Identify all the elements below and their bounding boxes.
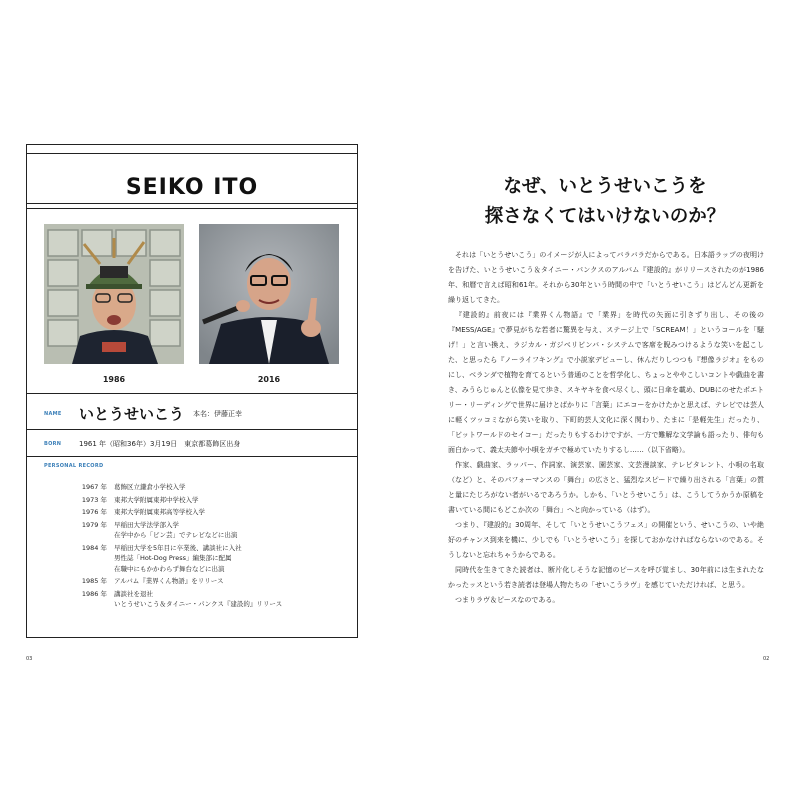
page-number-left: 03 [26,656,33,662]
portrait-2016-image [199,224,339,364]
essay-paragraph: 同時代を生きてきた読者は、断片化しそうな記憶のピースを呼び覚まし、30年前には生まれたなかったッスという若き読者は登場人物たちの「せいこうラヴ」を感じていただければ、と思う。 [448,566,764,589]
record-year: 1976 年 [81,508,107,516]
record-text: 東邦大学附属東邦高等学校入学 [114,508,205,516]
record-text: 東邦大学附属東邦中学校入学 [114,495,199,504]
divider [27,393,357,394]
essay-title-line: なぜ、いとうせいこうを [503,176,707,197]
record-text: 早稲田大学法学部入学 [114,520,179,529]
photo-1986 [44,224,184,364]
record-year: 1973 年 [81,495,107,504]
name-label: NAME [44,411,62,417]
record-item [67,520,347,541]
divider [27,203,357,204]
record-item [67,589,347,610]
record-text: 在学中から「ピン芸」でテレビなどに出演 [114,531,238,539]
photo-year-2016: 2016 [257,375,281,384]
record-text: アルバム『業界くん物語』をリリース [114,577,224,585]
divider [27,456,357,457]
record-text: 早稲田大学を5年目に卒業後、講談社に入社 [114,543,242,552]
profile-title: SEIKO ITO [125,175,259,200]
record-year: 1967 年 [81,483,107,491]
record-text: 在職中にもかかわらず舞台などに出演 [114,564,225,573]
essay-paragraph: 作家、戯曲家、ラッパー、作詞家、演芸家、園芸家、文芸漫談家、テレビタレント、小唄の名取（など）と、そのパフォーマンスの「舞台」の広さと、猛烈なスピードで繰り出される「言葉」の質と量にたじろがない者がいるであろうか。しかも、「いとうせいこう」は、こうしてうかうか原稿を書いている間にもどこか次の「舞台」へと向かっている（はず）。 [448,461,764,514]
essay-title-line: 探さなくてはいけないのか？ [484,206,726,227]
record-year: 1979 年 [81,520,107,529]
essay-paragraph: それは「いとうせいこう」のイメージが人によってバラバラだからである。日本語ラップの夜明けを告げた、いとうせいこう＆タイニー・パンクスのアルバム『建設的』がリリースされたのが1986年、和暦で言えば昭和61年。それから30年という時間の中で「いとうせいこう」はどんどん更新を繰り返してきた。 [448,251,764,304]
born-text: 1961 年（昭和36年）3月19日 東京都葛飾区出身 [79,440,241,448]
record-text: 男性誌「Hot-Dog Press」編集部に配属 [114,554,232,562]
essay-paragraph: つまり、『建設的』30周年、そして「いとうせいこうフェス」の開催という、せいこうの、いや絶好のチャンス到来を機に、少しでも「いとうせいこう」を探しておかなければならないのである。そうしないと忘れちゃうからである。 [448,521,764,559]
record-item [67,576,347,587]
essay-paragraph: 『建設的』前夜には『業界くん物語』で「業界」を時代の矢面に引きずり出し、その後の『MESS/AGE』で夢見がちな若者に驚異を与え、ステージ上で「SCREAM！」というコールを「騒げ！」と言い換え、ラジカル・ガジベリビンバ・システムで客席を睨みつけるような笑いを起こした、と思ったら『ノーライフキング』で小説家デビューし、休んだりしつつも『想像ラジオ』をものにし、ベランダで植物を育てるという普通のことを哲学化し、ちょっとややこしいコントや戯曲を書き、みうらじゅんと仏像を見て歩き、スキヤキを食べ尽くし、頭に日傘を載め、DUBにのせたポエトリー・リーディングで世界に届けとばかりに「言葉」にエコーをかけたかと思えば、テレビでは芸人に軽くツッコミながら笑いを取り、下町的芸人文化に深く関わり、たまに「是軽先生」だったり、「ビットワールドのセイコー」だったりもするわけですが、一方で難解な文学論も語ったり、俳句も面白かって、義太夫節や小唄をガチで極めていたりするし……（以下省略）。 [448,311,764,454]
real-name: 本名：伊藤正幸 [193,410,242,418]
divider [27,153,357,154]
record-year: 1985 年 [81,577,107,585]
divider [27,208,357,209]
portrait-1986-image [44,224,184,364]
record-text: いとうせいこう＆タイニー・パンクス『建設的』リリース [114,600,283,608]
record-item [67,507,347,518]
photo-year-1986: 1986 [102,375,126,384]
essay-paragraph: つまりラヴ＆ピースなのである。 [455,596,560,604]
personal-record-label: PERSONAL RECORD [44,463,104,469]
personal-record-list [67,482,347,612]
record-item [67,543,347,575]
record-year: 1984 年 [81,543,107,552]
record-text: 講談社を退社 [114,589,153,598]
page-number-right: 02 [763,656,770,662]
born-label: BORN [44,441,62,447]
divider [27,429,357,430]
record-year: 1986 年 [81,589,107,598]
essay-body [448,248,764,608]
photo-2016 [199,224,339,364]
profile-name: いとうせいこう [79,405,185,423]
profile-card [26,144,358,638]
record-text: 葛飾区立鎌倉小学校入学 [114,483,186,491]
record-item [67,482,347,493]
record-item [67,495,347,506]
essay-title [470,172,740,232]
